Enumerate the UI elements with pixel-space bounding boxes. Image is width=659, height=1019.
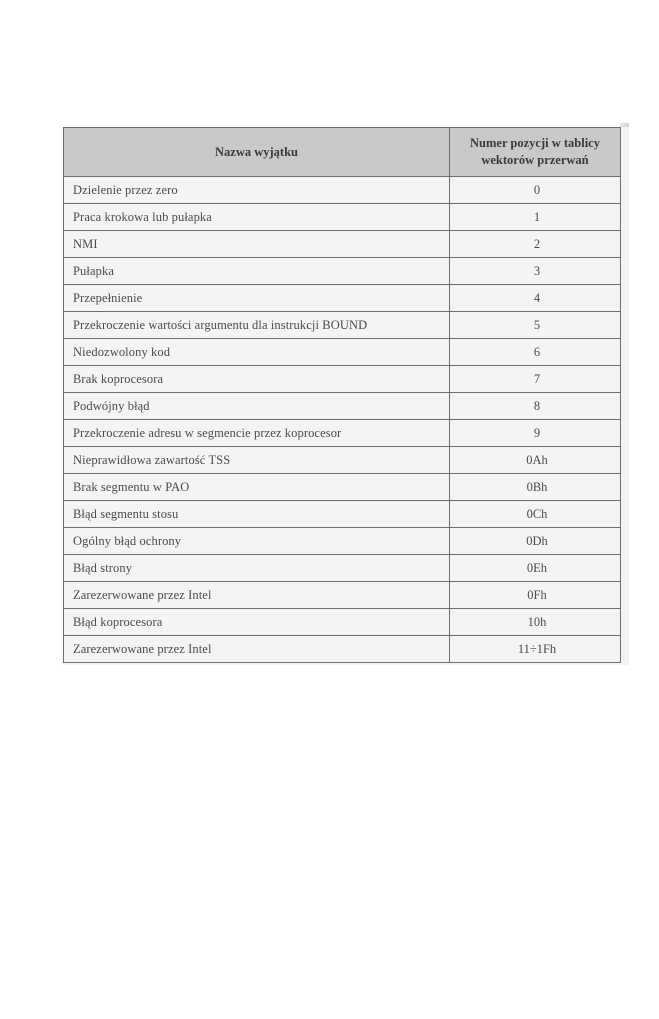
exception-table	[63, 127, 621, 663]
exception-name: Zarezerwowane przez Intel	[64, 636, 450, 663]
exception-name: Błąd koprocesora	[64, 609, 450, 636]
exception-name: Zarezerwowane przez Intel	[64, 582, 450, 609]
vector-number: 0Bh	[450, 474, 621, 501]
table-row	[64, 258, 621, 285]
table-row	[64, 447, 621, 474]
table-row	[64, 231, 621, 258]
exception-name: Błąd strony	[64, 555, 450, 582]
exception-name: Przekroczenie adresu w segmencie przez koprocesor	[64, 420, 450, 447]
table-body	[64, 177, 621, 663]
header-vector-number-line1: Numer pozycji w tablicy	[470, 136, 600, 150]
vector-number: 8	[450, 393, 621, 420]
vector-number: 11÷1Fh	[450, 636, 621, 663]
exception-name: Brak segmentu w PAO	[64, 474, 450, 501]
vector-number: 10h	[450, 609, 621, 636]
table-row	[64, 366, 621, 393]
table-row	[64, 636, 621, 663]
vector-number: 4	[450, 285, 621, 312]
vector-number: 2	[450, 231, 621, 258]
exception-name: Praca krokowa lub pułapka	[64, 204, 450, 231]
table-row	[64, 285, 621, 312]
vector-number: 6	[450, 339, 621, 366]
exception-name: Nieprawidłowa zawartość TSS	[64, 447, 450, 474]
table-row	[64, 312, 621, 339]
vector-number: 3	[450, 258, 621, 285]
table-row	[64, 204, 621, 231]
exception-name: Niedozwolony kod	[64, 339, 450, 366]
header-vector-number-line2: wektorów przerwań	[481, 153, 589, 167]
vector-number: 1	[450, 204, 621, 231]
exception-name: Ogólny błąd ochrony	[64, 528, 450, 555]
vector-number: 0Ch	[450, 501, 621, 528]
exception-table-container	[63, 127, 629, 665]
table-row	[64, 393, 621, 420]
table-row	[64, 582, 621, 609]
header-vector-number	[450, 128, 621, 177]
vector-number: 7	[450, 366, 621, 393]
exception-name: Przepełnienie	[64, 285, 450, 312]
exception-name: Podwójny błąd	[64, 393, 450, 420]
exception-name: Brak koprocesora	[64, 366, 450, 393]
header-row	[64, 128, 621, 177]
vector-number: 9	[450, 420, 621, 447]
table-row	[64, 609, 621, 636]
vector-number: 0Ah	[450, 447, 621, 474]
exception-name: Dzielenie przez zero	[64, 177, 450, 204]
table-row	[64, 339, 621, 366]
exception-name: Przekroczenie wartości argumentu dla instrukcji BOUND	[64, 312, 450, 339]
table-row	[64, 528, 621, 555]
header-exception-name: Nazwa wyjątku	[64, 128, 450, 177]
vector-number: 0Fh	[450, 582, 621, 609]
table-row	[64, 177, 621, 204]
vector-number: 0Dh	[450, 528, 621, 555]
table-row	[64, 474, 621, 501]
vector-number: 0	[450, 177, 621, 204]
exception-name: NMI	[64, 231, 450, 258]
vector-number: 0Eh	[450, 555, 621, 582]
table-row	[64, 555, 621, 582]
exception-name: Pułapka	[64, 258, 450, 285]
exception-name: Błąd segmentu stosu	[64, 501, 450, 528]
table-row	[64, 420, 621, 447]
vector-number: 5	[450, 312, 621, 339]
table-header	[64, 128, 621, 177]
table-row	[64, 501, 621, 528]
